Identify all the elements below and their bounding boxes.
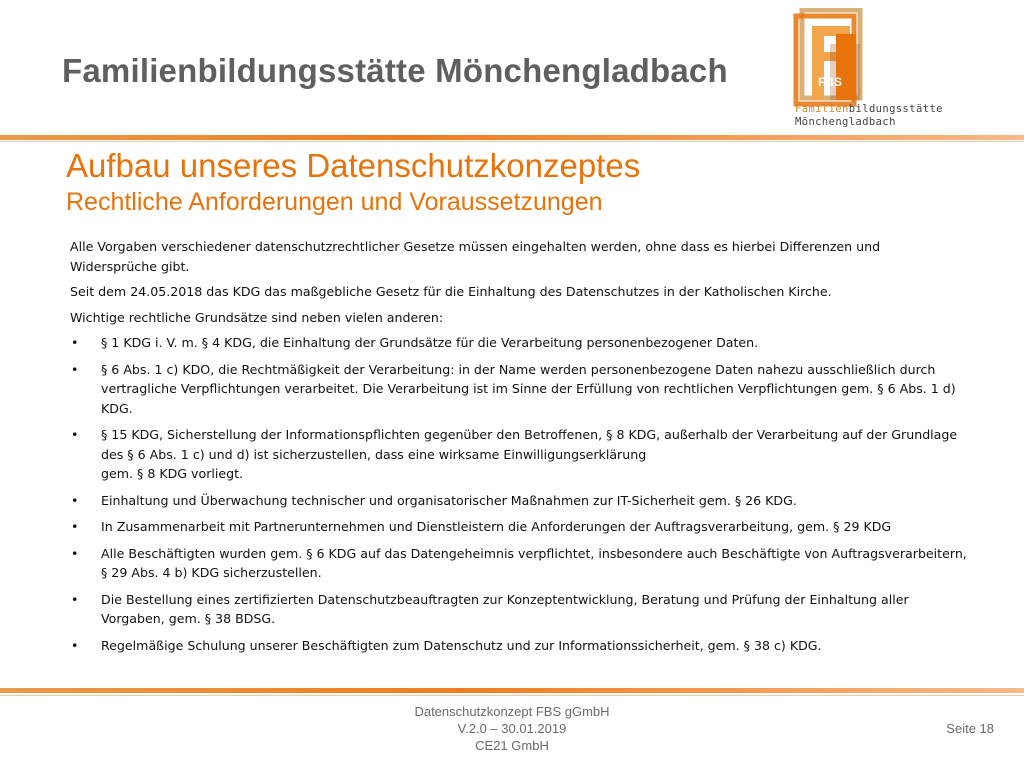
paragraph: Seit dem 24.05.2018 das KDG das maßgebliche Gesetz für die Einhaltung des Datenschutzes in der Katholischen Kirche.	[70, 284, 832, 299]
bullet-marker: •	[71, 519, 79, 534]
bullet-text: Alle Beschäftigten wurden gem. § 6 KDG auf das Datengeheimnis verpflichtet, insbesondere auch Beschäftigte von Auftragsverarbeitern, § 29 Abs. 4 b) KDG sicherzustellen.	[101, 545, 967, 580]
slide-subtitle: Rechtliche Anforderungen und Voraussetzungen	[66, 188, 603, 216]
bullet-text-continuation: gem. § 8 KDG vorliegt.	[101, 466, 244, 481]
bullet-item	[70, 360, 970, 419]
slide-title: Aufbau unseres Datenschutzkonzeptes	[66, 147, 641, 184]
bullet-marker: •	[71, 335, 79, 350]
footer-divider-thin	[0, 695, 1024, 696]
bullet-list	[70, 333, 970, 655]
bullet-item	[70, 590, 970, 629]
bullet-item	[70, 333, 970, 353]
header-title: Familienbildungsstätte Mönchengladbach	[62, 52, 728, 89]
bullet-item	[70, 517, 970, 537]
footer-version: V.2.0 – 30.01.2019	[457, 721, 567, 736]
paragraph: Alle Vorgaben verschiedener datenschutzrechtlicher Gesetze müssen eingehalten werden, ohne dass es hierbei Differenzen und Widersprüche gibt.	[70, 239, 881, 274]
bullet-marker: •	[71, 427, 79, 442]
paragraph: Wichtige rechtliche Grundsätze sind neben vielen anderen:	[70, 309, 444, 325]
bullet-item	[70, 491, 970, 511]
bullet-marker: •	[71, 637, 79, 653]
bullet-marker: •	[71, 545, 79, 561]
bullet-item	[70, 636, 970, 656]
bullet-marker: •	[71, 591, 79, 607]
bullet-text: Regelmäßige Schulung unserer Beschäftigten zum Datenschutz und zur Informationssicherheit, gem. § 38 c) KDG.	[101, 637, 822, 653]
bullet-text: Die Bestellung eines zertifizierten Datenschutzbeauftragten zur Konzeptentwicklung, Beratung und Prüfung der Einhaltung aller Vorgaben, gem. § 38 BDSG.	[101, 591, 909, 626]
page-number: Seite 18	[946, 721, 994, 736]
bullet-text: § 1 KDG i. V. m. § 4 KDG, die Einhaltung der Grundsätze für die Verarbeitung personenbezogener Daten.	[101, 335, 759, 350]
logo-mark: FBS	[818, 75, 842, 89]
header-divider-thin	[0, 141, 1024, 142]
logo-caption-line2: Mönchengladbach	[795, 116, 896, 128]
footer-document-name: Datenschutzkonzept FBS gGmbH	[414, 704, 610, 719]
bullet-text: Einhaltung und Überwachung technischer und organisatorischer Maßnahmen zur IT-Sicherheit gem. § 26 KDG.	[101, 492, 797, 508]
logo-caption-line1: bildungsstätte	[848, 103, 943, 115]
bullet-marker: •	[71, 361, 79, 377]
logo-caption	[795, 103, 943, 129]
logo-caption-highlight: Familien	[795, 103, 849, 115]
content-body	[70, 237, 970, 662]
bullet-text: In Zusammenarbeit mit Partnerunternehmen und Dienstleistern die Anforderungen der Auftragsverarbeitung, gem. § 29 KDG	[101, 519, 892, 534]
footer-company: CE21 GmbH	[475, 738, 549, 753]
footer-divider	[0, 688, 1024, 693]
header-divider	[0, 135, 1024, 140]
bullet-text: § 15 KDG, Sicherstellung der Informationspflichten gegenüber den Betroffenen, § 8 KDG, außerhalb der Verarbeitung auf der Grundlage des § 6 Abs. 1 c) und d) ist sicherzustellen, dass eine wirksame Einwilligungserklärung	[101, 427, 958, 462]
bullet-item	[70, 425, 970, 484]
bullet-item	[70, 544, 970, 583]
bullet-text: § 6 Abs. 1 c) KDO, die Rechtmäßigkeit der Verarbeitung: in der Name werden personenbezogene Daten nahezu ausschließlich durch vertragliche Verpflichtungen verarbeitet. Die Verarbeitung ist im Sinne der Erfüllung von rechtlichen Verpflichtungen gem. § 6 Abs. 1 d) KDG.	[101, 361, 956, 416]
footer-info	[362, 703, 662, 754]
bullet-marker: •	[71, 492, 79, 508]
